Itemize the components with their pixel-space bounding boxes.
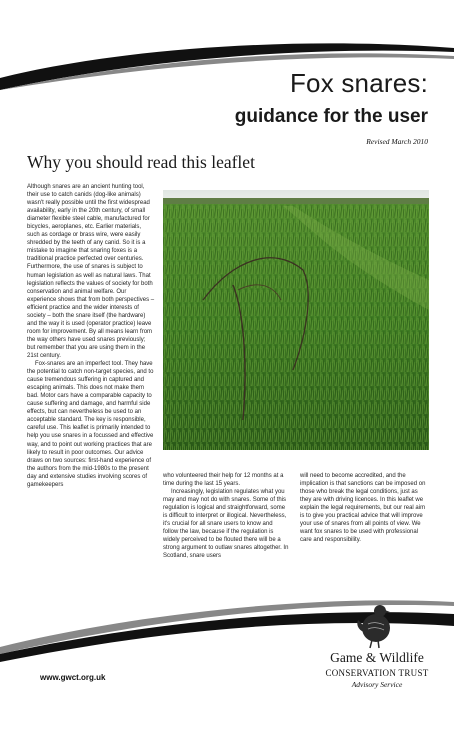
column1-paragraph-2: Fox-snares are an imperfect tool. They have the potential to catch non-target species, and to cause tremendous suffering in captured and escaping animals. This does not make them bad. Motor cars have a comparable capacity to cause suffering and damage, and harmful side effects, but can nevertheless be used to an acceptable standard. The key is responsible, careful use. This leaflet is primarily intended to help you use snares in a focussed and effective way, and to point out working practices that are likely to result in poor outcomes. Our advice draws on two sources: first-hand experience of the authors from the mid-1980s to the present day and extensive studies involving scores of gamekeepers bbox=[27, 361, 154, 488]
logo-service: Advisory Service bbox=[351, 680, 403, 689]
column2-paragraph-1: who volunteered their help for 12 months at a time during the last 15 years. bbox=[163, 473, 284, 488]
revision-date: Revised March 2010 bbox=[366, 137, 428, 146]
text-column-2 bbox=[163, 472, 289, 572]
gwct-logo bbox=[312, 598, 442, 718]
section-heading: Why you should read this leaflet bbox=[27, 152, 255, 172]
logo-organisation: CONSERVATION TRUST bbox=[325, 668, 429, 678]
page-title: Fox snares: bbox=[289, 68, 428, 98]
logo-name: Game & Wildlife bbox=[330, 650, 424, 665]
page-subtitle: guidance for the user bbox=[234, 106, 428, 127]
partridge-icon bbox=[354, 598, 400, 650]
column1-paragraph-1: Although snares are an ancient hunting tool, their use to catch canids (dog-like animals) wasn't really possible until the first widespread availability, early in the 20th century, of small diameter flexible steel cable, manufactured for bicycles, aeroplanes, etc. Earlier materials, such as cordage or brass wire, were easily shredded by the teeth of any canid. So it is a mistake to imagine that snaring foxes is a traditional practice perfected over centuries. Furthermore, the use of snares is subject to human legislation as well as natural laws. That legislation reflects the values of society for both conservation and animal welfare. Our experience shows that from both perspectives – efficient practice and the wider interests of society – both the snare itself (the hardware) and the way it is used (operator practice) leave room for improvement. By all means learn from the way others have used snares previously; but remember that you are using them in the 21st century. bbox=[27, 184, 155, 359]
column2-paragraph-2: Increasingly, legislation regulates what you may and may not do with snares. Some of this regulation is logical and straightforward, some is difficult to interpret or illogical. Nevertheless, it's crucial for all snare users to know and follow the law, because if the regulation is widely perceived to be flouted there will be a strong argument to outlaw snares altogether. In Scotland, snare users bbox=[163, 489, 289, 560]
field-photo bbox=[163, 190, 429, 450]
text-column-3 bbox=[300, 472, 430, 572]
website-link[interactable]: www.gwct.org.uk bbox=[40, 673, 106, 682]
column3-paragraph-1: will need to become accredited, and the implication is that sanctions can be imposed on those who break the legal conditions, just as they are with driving licences. In this leaflet we explain the legal requirements, but our real aim is to give you practical advice that will improve your use of snares from all points of view. We want fox snares to be used with professional care and responsibility. bbox=[300, 473, 426, 544]
text-column-1 bbox=[27, 183, 155, 575]
